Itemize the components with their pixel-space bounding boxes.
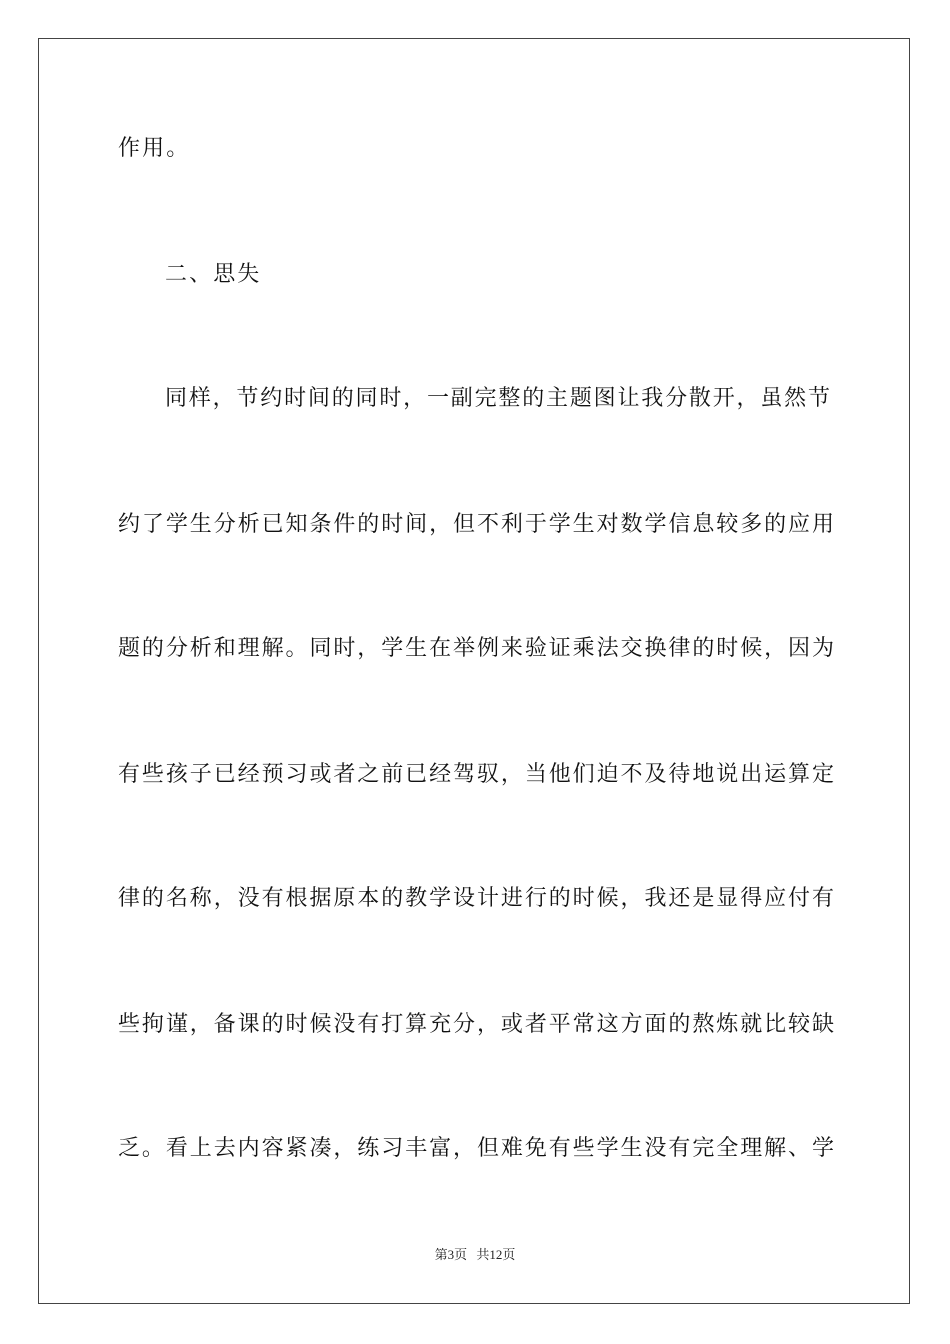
text-line-4: 约了学生分析已知条件的时间，但不利于学生对数学信息较多的应用 [118,512,834,537]
text-line-7: 律的名称，没有根据原本的教学设计进行的时候，我还是显得应付有 [118,886,834,911]
page-footer [0,1246,950,1264]
text-line-5: 题的分析和理解。同时，学生在举例来验证乘法交换律的时候，因为 [118,636,834,661]
text-line-9: 乏。看上去内容紧凑，练习丰富，但难免有些学生没有完全理解、学 [118,1136,834,1161]
text-line-1: 作用。 [118,136,191,161]
section-heading: 二、思失 [165,262,262,287]
page-frame [38,38,910,1304]
text-line-3: 同样，节约时间的同时，一副完整的主题图让我分散开，虽然节 [165,386,830,411]
text-line-8: 些拘谨，备课的时候没有打算充分，或者平常这方面的熬炼就比较缺 [118,1012,834,1037]
page-number: 第3页 [434,1247,468,1262]
text-line-6: 有些孩子已经预习或者之前已经驾驭，当他们迫不及待地说出运算定 [118,762,834,787]
page-total: 共12页 [476,1247,516,1262]
